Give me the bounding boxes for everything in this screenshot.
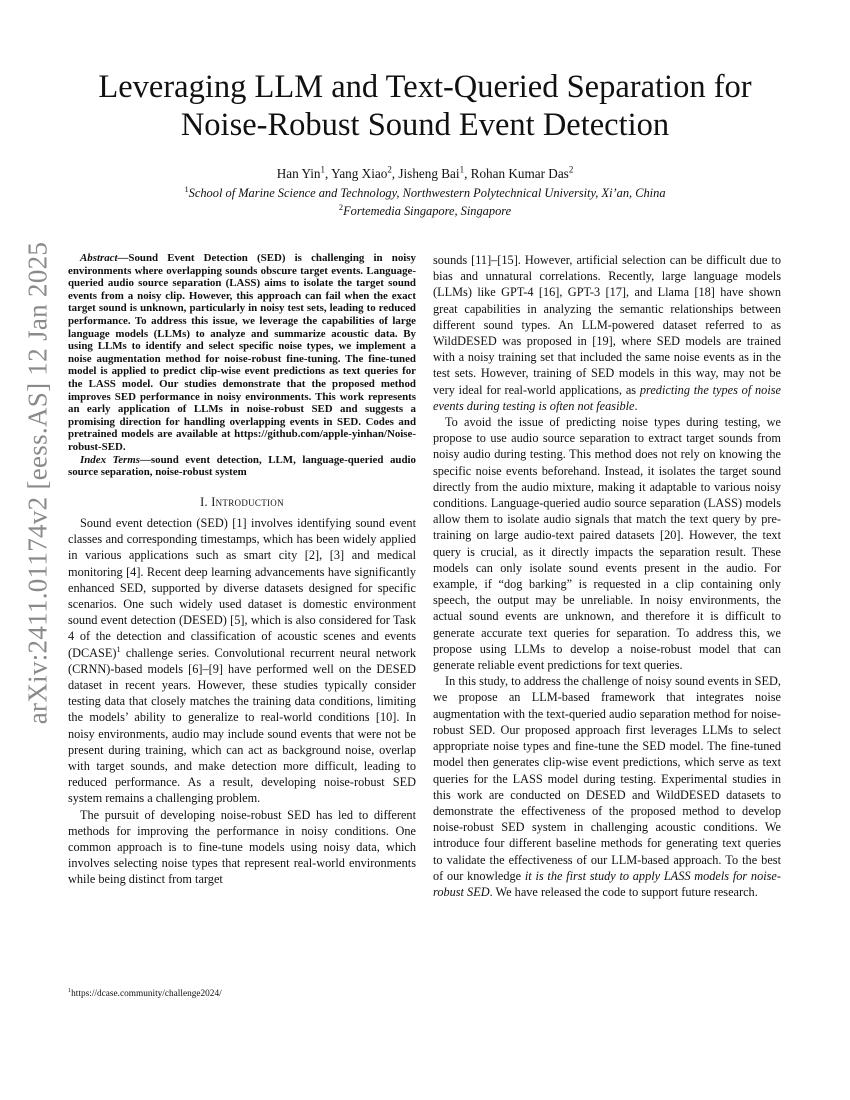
intro-paragraph-3: To avoid the issue of predicting noise types during testing, we propose to use audio source separation to extract target sounds from noisy audio during testing. This method does not rely on knowing the specific noise events beforehand. Instead, it isolates the target sound directly from the audio mixture, making it adaptable to various noisy conditions. Language-queried audio source separation (LASS) models allow them to isolate audio signals that match the text query by pre-training on large audio-text paired datasets [20]. However, the text query is crucial, as it directly impacts the separation result. These models can only isolate sound events present in the audio. For example, if “dog barking” is requested in a clip containing only speech, the output may be unreliable. In noisy environments, the actual sound events are unknown, and therefore it is difficult to generate accurate text queries for separation. To address this, we propose using LLMs to develop a noise-robust model that can generate reliable event predictions for text queries.: [433, 415, 781, 673]
footnote-url[interactable]: https://dcase.community/challenge2024/: [71, 989, 222, 999]
affiliation-2: [60, 203, 790, 219]
intro-paragraph-2-start: [68, 807, 416, 888]
intro-paragraph-2-cont: [433, 252, 781, 414]
footnote-mark: 1: [68, 987, 72, 995]
arxiv-identifier-stamp: arXiv:2411.01174v2 [eess.AS] 12 Jan 2025: [22, 241, 53, 725]
abstract: [68, 252, 416, 454]
index-terms: [68, 454, 416, 479]
section-title: Introduction: [211, 494, 284, 509]
footnote-mark: 1: [116, 644, 121, 654]
affiliation-1: [60, 185, 790, 201]
title-line-2: Noise-Robust Sound Event Detection: [180, 107, 670, 143]
section-heading-introduction: [68, 494, 416, 510]
paragraph-text: . We have released the code to support future research.: [489, 884, 758, 899]
affiliation-mark: 1: [459, 164, 465, 175]
section-number: I.: [200, 494, 212, 509]
emphasized-text: it is the first study to apply LASS models for noise-robust SED: [433, 868, 781, 899]
intro-paragraph-1: [68, 515, 416, 807]
paragraph-text: challenge series. Convolutional recurrent neural network (CRNN)-based models [6]–[9] have performed well on the DESED dataset in recent years. However, these studies typically consider testing data that closely matches the training data conditions, limiting the models’ ability to generalize to real-world conditions [10]. In noisy environments, audio may include sound events that were not be present during training, which can act as background noise, overlap with target sounds, and make detection more difficult, leading to reduced performance. As a result, developing noise-robust SED system remains a challenging problem.: [68, 645, 416, 806]
paragraph-text: The pursuit of developing noise-robust SED has led to different methods for improving the performance in noisy conditions. One common approach is to fine-tune models using noisy data, which involves selecting noise types that represent real-world environments while being distinct from target: [68, 807, 416, 887]
abstract-text: —Sound Event Detection (SED) is challenging in noisy environments where overlapping sounds obscure target events. Language-queried audio source separation (LASS) aims to isolate the target sound events from a noisy clip. However, this approach can fail when the exact target sound is unknown, particularly in noisy test sets, leading to reduced performance. To address this issue, we leverage the capabilities of large language models (LLMs) to analyze and summarize acoustic data. By using LLMs to identify and select specific noise types, we implement a noise augmentation method for noise-robust fine-tuning. The fine-tuned model is applied to predict clip-wise event predictions as text queries for the LASS model. Our studies demonstrate that the proposed method improves SED performance in noisy environments. This work represents an early application of LLMs in noise-robust SED and suggests a promising direction for handling overlapping events in SED. Codes and pretrained models are available at https://github.com/apple-yinhan/Noise-robust-SED.: [68, 252, 416, 453]
emphasized-text: predicting the types of noise events during testing is often not feasible: [433, 382, 781, 413]
author: Rohan Kumar Das: [470, 166, 569, 181]
author-list: Han Yin$^1$, Yang Xiao$^2$, Jisheng Bai$^1$, Rohan Kumar Das$^2$: [276, 164, 574, 181]
author: Yang Xiao: [331, 166, 388, 181]
paragraph-text: In this study, to address the challenge of noisy sound events in SED, we propose an LLM-based framework that integrates noise augmentation with the text-queried audio separation method for noise-robust SED. Our proposed approach first leverages LLMs to select appropriate noise types and fine-tune the SED model. The fine-tuned model then generates clip-wise event predictions, which serve as text queries for the LASS model during testing. Experimental studies in this work are conducted on DESED and WildDESED datasets to demonstrate the effectiveness of the proposed method to develop noise-robust SED system in challenging acoustic conditions. We introduce four different baseline methods for generating text queries to validate the effectiveness of our LLM-based approach. To the best of our knowledge: [433, 674, 781, 883]
index-terms-label: Index Terms: [80, 453, 141, 466]
title-line-1: Leveraging LLM and Text-Queried Separation for: [98, 69, 752, 105]
intro-paragraph-4: [433, 673, 781, 900]
paragraph-text: .: [634, 398, 638, 413]
affiliation-mark: 2: [387, 164, 392, 175]
affiliation-mark: 2: [568, 164, 574, 175]
paper-title: [60, 68, 790, 144]
author: Han Yin: [276, 166, 321, 181]
affiliation-mark: 1: [184, 183, 189, 194]
abstract-label: Abstract: [80, 252, 118, 264]
affiliation-mark: 1: [320, 164, 326, 175]
right-column: [433, 252, 781, 900]
left-column: [68, 252, 416, 888]
affiliation-text: Fortemedia Singapore, Singapore: [343, 204, 512, 218]
index-terms-text: —sound event detection, LLM, language-queried audio source separation, noise-robust system: [68, 453, 416, 479]
affiliation-text: School of Marine Science and Technology, Northwestern Polytechnical University, Xi’an, China: [188, 186, 666, 200]
paragraph-text: sounds [11]–[15]. However, artificial selection can be difficult due to bias and unnatural correlations. Recently, large language models (LLMs) like GPT-4 [16], GPT-3 [17], and Llama [18] have shown great capabilities in analyzing the semantic relationships between different sound types. An LLM-powered dataset referred to as WildDESED was proposed in [19], where SED models are trained with a noisy training set that included the same noise events as in the test sets. However, training of SED models in this way, may not be very ideal for real-world applications, as: [433, 253, 781, 397]
footnote: [68, 988, 416, 1000]
affiliation-mark: 2: [338, 201, 344, 212]
author: Jisheng Bai: [398, 166, 460, 181]
paragraph-text: Sound event detection (SED) [1] involves identifying sound event classes and corresponding timestamps, which has been widely applied in various applications such as smart city [2], [3] and medical monitoring [4]. Recent deep learning advancements have significantly enhanced SED, supported by diverse datasets designed for specific scenarios. One such widely used dataset is domestic environment sound event detection (DESED) [5], which is also considered for Task 4 of the detection and classification of acoustic scenes and events (DCASE): [68, 515, 416, 660]
